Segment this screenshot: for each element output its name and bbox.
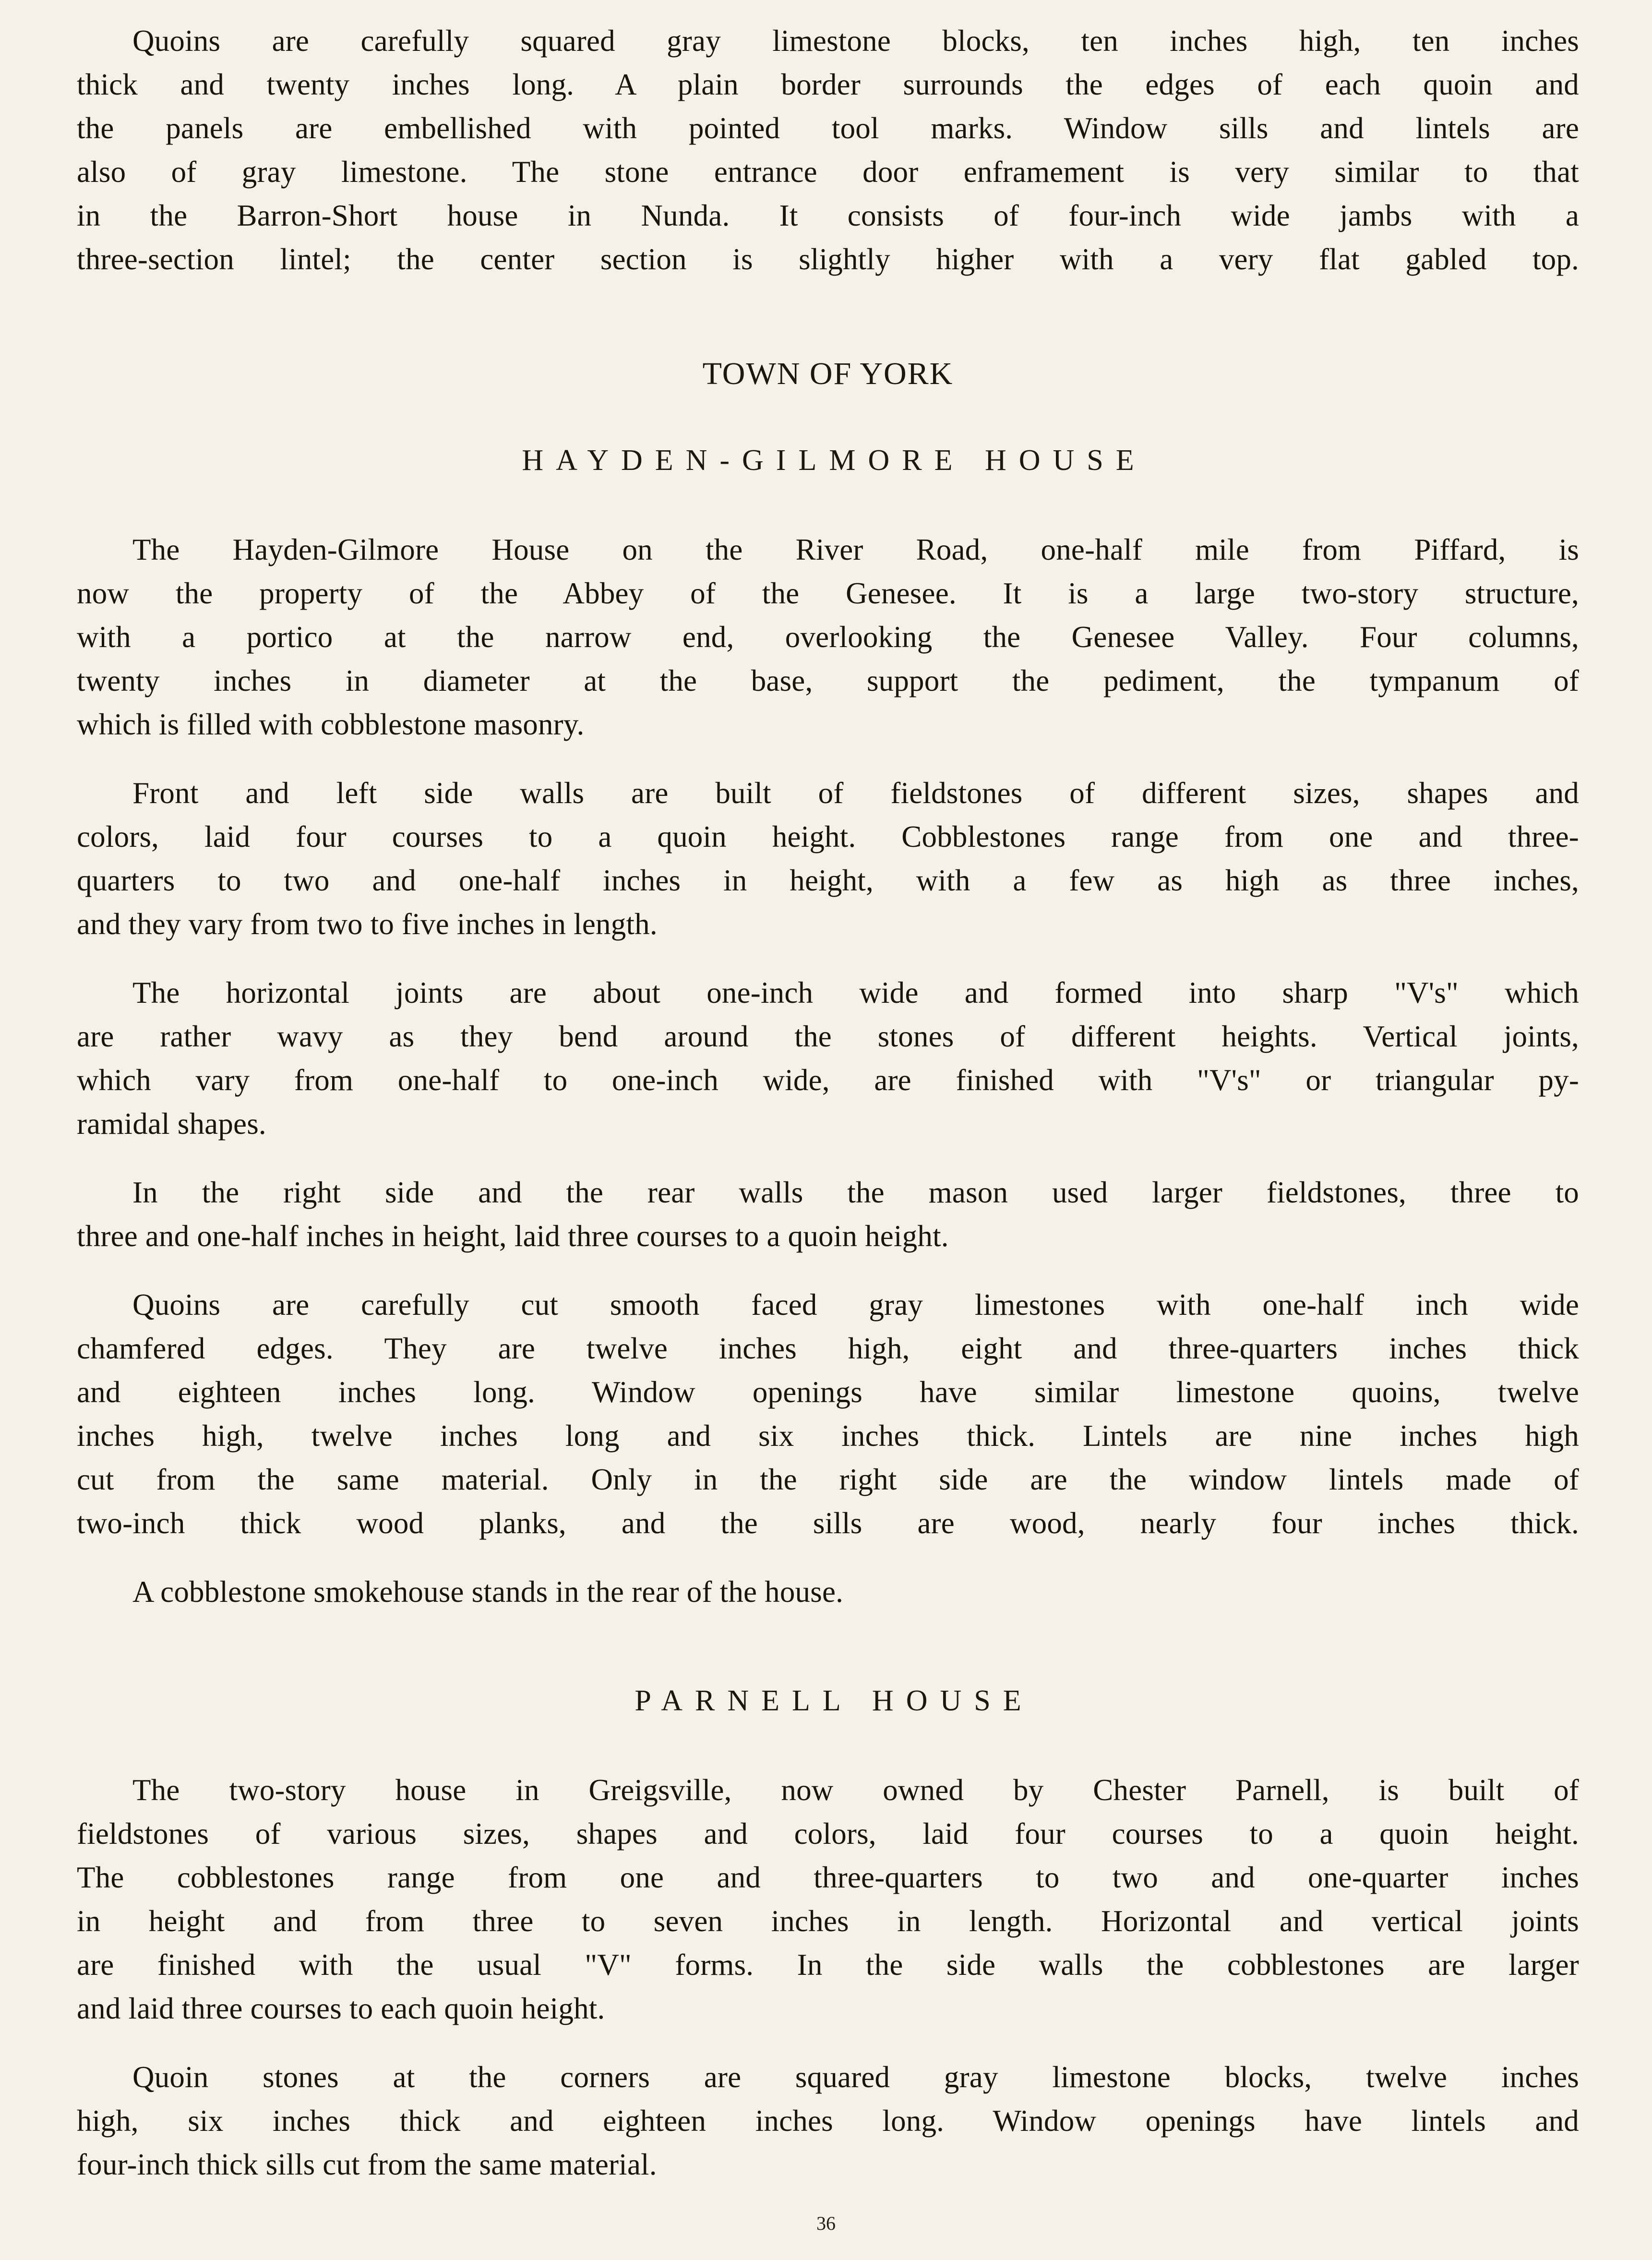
text-line	[77, 1058, 1579, 1102]
text-line	[77, 1502, 1579, 1545]
line-text: Quoins are carefully cut smooth faced gray limestones with one-half inch wide	[132, 1288, 1579, 1322]
line-text: in height and from three to seven inches in length. Horizontal and vertical joints	[77, 1904, 1579, 1938]
line-text: quarters to two and one-half inches in height, with a few as high as three inches,	[77, 864, 1579, 897]
line-text: in the Barron-Short house in Nunda. It consists of four-inch wide jambs with a	[77, 199, 1579, 232]
line-text: which vary from one-half to one-inch wide, are finished with "V's" or triangular py-	[77, 1063, 1579, 1097]
text-line	[77, 1987, 1579, 2031]
spacer	[77, 281, 1579, 358]
section-heading-town: TOWN OF YORK	[702, 356, 954, 391]
paragraph-hayden-gilmore-intro	[77, 528, 1579, 746]
text-line	[77, 1899, 1579, 1943]
spacer	[77, 1614, 1579, 1686]
line-text: Quoins are carefully squared gray limestone blocks, ten inches high, ten inches	[132, 24, 1579, 58]
line-text: are rather wavy as they bend around the stones of different heights. Vertical joints,	[77, 1020, 1579, 1053]
line-text: Quoin stones at the corners are squared gray limestone blocks, twelve inches	[132, 2060, 1579, 2094]
line-text: four-inch thick sills cut from the same material.	[77, 2148, 657, 2181]
line-text: with a portico at the narrow end, overlooking the Genesee Valley. Four columns,	[77, 620, 1579, 654]
text-line	[77, 1458, 1579, 1502]
spacer	[77, 1258, 1579, 1283]
spacer	[77, 746, 1579, 771]
line-text: fieldstones of various sizes, shapes and colors, laid four courses to a quoin height.	[77, 1817, 1579, 1851]
text-line	[77, 2143, 1579, 2187]
line-text: also of gray limestone. The stone entrance door enframement is very similar to that	[77, 155, 1579, 189]
text-line	[77, 1283, 1579, 1327]
line-text: In the right side and the rear walls the mason used larger fieldstones, three to	[132, 1176, 1579, 1209]
line-text: two-inch thick wood planks, and the sills are wood, nearly four inches thick.	[77, 1506, 1579, 1540]
paragraph-horizontal-joints	[77, 971, 1579, 1146]
text-line	[77, 1171, 1579, 1214]
text-line	[77, 194, 1579, 238]
text-line	[77, 771, 1579, 815]
text-line	[77, 63, 1579, 107]
line-text: high, six inches thick and eighteen inches long. Window openings have lintels and	[77, 2104, 1579, 2138]
section-heading-hayden-gilmore-house: HAYDEN-GILMORE HOUSE	[522, 444, 1147, 477]
line-text: now the property of the Abbey of the Genesee. It is a large two-story structure,	[77, 577, 1579, 610]
line-text: ramidal shapes.	[77, 1107, 266, 1141]
text-line	[77, 1214, 1579, 1258]
text-line	[77, 572, 1579, 615]
text-line	[77, 19, 1579, 63]
text-line	[77, 615, 1579, 659]
line-text: colors, laid four courses to a quoin height. Cobblestones range from one and three-	[77, 820, 1579, 854]
line-text: twenty inches in diameter at the base, support the pediment, the tympanum of	[77, 664, 1579, 697]
line-text: chamfered edges. They are twelve inches high, eight and three-quarters inches thick	[77, 1332, 1579, 1365]
paragraph-quoins-squared	[77, 19, 1579, 281]
text-line	[77, 703, 1579, 746]
page-number: 36	[816, 2212, 836, 2234]
line-text: Front and left side walls are built of fieldstones of different sizes, shapes and	[132, 776, 1579, 810]
text-line	[77, 971, 1579, 1015]
text-line	[77, 2099, 1579, 2143]
paragraph-quoins-smooth-faced	[77, 1283, 1579, 1545]
line-text: the panels are embellished with pointed tool marks. Window sills and lintels are	[77, 111, 1579, 145]
spacer	[77, 390, 1579, 445]
text-line	[77, 1856, 1579, 1899]
text-line	[77, 659, 1579, 703]
line-text: which is filled with cobblestone masonry.	[77, 708, 585, 741]
text-line	[77, 1943, 1579, 1987]
text-line	[77, 150, 1579, 194]
paragraph-smokehouse	[77, 1570, 1579, 1614]
line-text: cut from the same material. Only in the right side are the window lintels made of	[77, 1463, 1579, 1496]
spacer	[77, 946, 1579, 971]
text-line	[77, 815, 1579, 859]
text-line	[77, 528, 1579, 572]
text-line	[77, 902, 1579, 946]
paragraph-front-left-walls	[77, 771, 1579, 946]
text-line	[77, 859, 1579, 902]
spacer	[77, 1716, 1579, 1768]
text-line	[77, 1015, 1579, 1058]
text-line	[77, 1370, 1579, 1414]
line-text: are finished with the usual "V" forms. In the side walls the cobblestones are larger	[77, 1948, 1579, 1982]
text-line	[77, 2056, 1579, 2099]
line-text: The two-story house in Greigsville, now owned by Chester Parnell, is built of	[132, 1773, 1579, 1807]
line-text: three and one-half inches in height, laid three courses to a quoin height.	[77, 1219, 949, 1253]
spacer	[77, 475, 1579, 528]
text-column	[77, 19, 1579, 2187]
paragraph-parnell-intro	[77, 1768, 1579, 2031]
line-text: three-section lintel; the center section is slightly higher with a very flat gabled top.	[77, 242, 1579, 276]
line-text: The horizontal joints are about one-inch wide and formed into sharp "V's" which	[132, 976, 1579, 1010]
spacer	[77, 1545, 1579, 1570]
paragraph-parnell-quoin-stones	[77, 2056, 1579, 2187]
line-text: and they vary from two to five inches in length.	[77, 907, 658, 941]
text-line	[77, 1414, 1579, 1458]
line-text: and laid three courses to each quoin height.	[77, 1992, 605, 2025]
spacer	[77, 1146, 1579, 1171]
line-text: The Hayden-Gilmore House on the River Road, one-half mile from Piffard, is	[132, 533, 1579, 566]
paragraph-right-side-rear-walls	[77, 1171, 1579, 1258]
text-line	[77, 1102, 1579, 1146]
line-text: and eighteen inches long. Window openings have similar limestone quoins, twelve	[77, 1375, 1579, 1409]
line-text: thick and twenty inches long. A plain border surrounds the edges of each quoin and	[77, 68, 1579, 101]
line-text: A cobblestone smokehouse stands in the rear of the house.	[132, 1575, 844, 1609]
spacer	[77, 2031, 1579, 2056]
line-text: inches high, twelve inches long and six inches thick. Lintels are nine inches high	[77, 1419, 1579, 1453]
text-line	[77, 1570, 1579, 1614]
text-line	[77, 107, 1579, 150]
section-heading-parnell-house: PARNELL HOUSE	[634, 1684, 1034, 1717]
line-text: The cobblestones range from one and three-quarters to two and one-quarter inches	[77, 1861, 1579, 1894]
text-line	[77, 1812, 1579, 1856]
text-line	[77, 238, 1579, 281]
text-line	[77, 1327, 1579, 1370]
text-line	[77, 1768, 1579, 1812]
